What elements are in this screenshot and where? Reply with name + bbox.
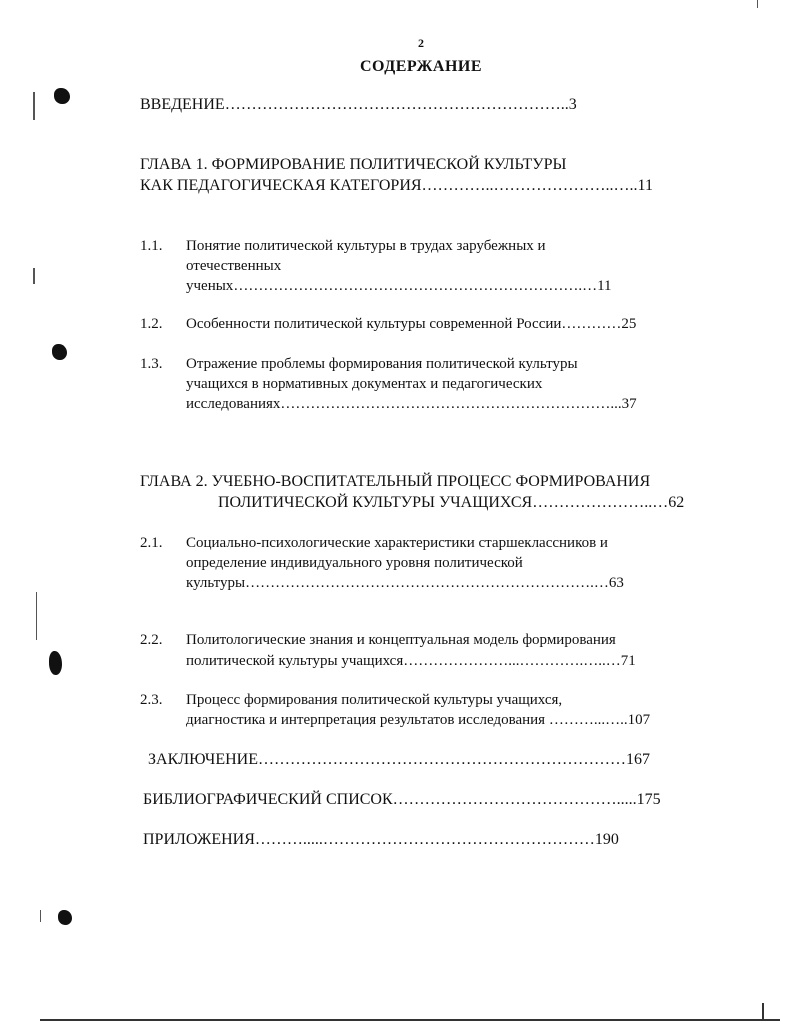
toc-section-number: 1.3.: [140, 356, 163, 372]
toc-page: 175: [636, 791, 661, 808]
scan-blot: [52, 344, 67, 360]
toc-section-line: отечественных: [186, 258, 282, 274]
scan-blot: [49, 651, 62, 675]
toc-leader: …………………...………….…..…: [403, 653, 621, 669]
toc-section-line: Политологические знания и концептуальная модель формирования: [186, 632, 616, 648]
toc-page: 107: [627, 712, 651, 728]
toc-leader: …………: [561, 316, 622, 332]
toc-conclusion: [148, 750, 650, 770]
toc-label: ВВЕДЕНИЕ: [140, 96, 225, 113]
toc-section-line: Отражение проблемы формирования политической культуры: [186, 356, 578, 372]
toc-section-line: [186, 394, 637, 414]
toc-label: КАК ПЕДАГОГИЧЕСКАЯ КАТЕГОРИЯ: [140, 177, 422, 194]
scan-blot: [58, 910, 72, 925]
toc-section-number: 2.1.: [140, 535, 163, 551]
toc-section-line: [186, 573, 624, 593]
toc-section-number: 2.3.: [140, 692, 163, 708]
toc-page: 71: [620, 653, 636, 669]
toc-leader: …………..…………………..…..: [421, 177, 638, 194]
scan-margin-line: [40, 910, 41, 922]
scan-bottom-edge: [40, 1019, 780, 1021]
toc-section-line: определение индивидуального уровня политической: [186, 555, 523, 571]
toc-label: ученых: [186, 278, 234, 294]
toc-page: 37: [621, 396, 637, 412]
toc-chapter1-line2: [140, 176, 653, 196]
toc-appendices: [143, 830, 619, 850]
toc-section-number: 1.2.: [140, 316, 163, 332]
toc-page: 11: [637, 177, 653, 194]
toc-leader: …………………………………………………………….…: [245, 575, 609, 591]
scan-right-edge: [762, 1003, 764, 1021]
toc-section-line: [186, 710, 650, 730]
toc-label: ЗАКЛЮЧЕНИЕ: [148, 751, 258, 768]
toc-section-line: Понятие политической культуры в трудах зарубежных и: [186, 238, 546, 254]
toc-page: 62: [668, 494, 685, 511]
scan-margin-line: [33, 92, 35, 120]
toc-label: культуры: [186, 575, 246, 591]
scan-margin-line: [33, 268, 35, 284]
toc-section-line: Социально-психологические характеристики старшеклассников и: [186, 535, 608, 551]
toc-chapter2-line2: [218, 493, 684, 513]
toc-label: БИБЛИОГРАФИЧЕСКИЙ СПИСОК: [143, 791, 393, 808]
toc-section-number: 2.2.: [140, 632, 163, 648]
toc-page: 3: [568, 96, 577, 113]
toc-page: 190: [594, 831, 619, 848]
toc-section-number: 1.1.: [140, 238, 163, 254]
scan-top-mark: [757, 0, 758, 8]
toc-section-line: учащихся в нормативных документах и педагогических: [186, 376, 543, 392]
toc-label: исследованиях: [186, 396, 281, 412]
toc-section-line: [186, 651, 636, 671]
toc-page: 63: [608, 575, 624, 591]
toc-leader: …………………………………….....: [392, 791, 637, 808]
toc-leader: ……….....……………………………………………: [254, 831, 595, 848]
toc-bibliography: [143, 790, 661, 810]
toc-leader: …………………………………………………………….…: [233, 278, 598, 294]
page-title: СОДЕРЖАНИЕ: [360, 58, 483, 75]
toc-section-line: Процесс формирования политической культуры учащихся,: [186, 692, 563, 708]
page-number: 2: [418, 36, 424, 50]
toc-leader: …………………………………………………………...: [280, 396, 622, 412]
toc-label: диагностика и интерпретация результатов исследования: [186, 712, 546, 728]
toc-leader: …………………..…: [532, 494, 669, 511]
toc-chapter1-line1: ГЛАВА 1. ФОРМИРОВАНИЕ ПОЛИТИЧЕСКОЙ КУЛЬТУРЫ: [140, 156, 567, 173]
toc-label: ПРИЛОЖЕНИЯ: [143, 831, 255, 848]
toc-section-line: [186, 276, 612, 296]
toc-chapter2-line1: ГЛАВА 2. УЧЕБНО-ВОСПИТАТЕЛЬНЫЙ ПРОЦЕСС ФОРМИРОВАНИЯ: [140, 473, 651, 490]
scan-margin-line: [36, 592, 37, 640]
toc-page: 25: [621, 316, 637, 332]
toc-label: Особенности политической культуры современной России: [186, 316, 562, 332]
toc-section-line: [186, 314, 636, 334]
toc-label: ПОЛИТИЧЕСКОЙ КУЛЬТУРЫ УЧАЩИХСЯ: [218, 494, 533, 511]
toc-leader: ……………………………………………………………: [257, 751, 626, 768]
toc-leader: ………………………………………………………..: [224, 96, 569, 113]
scan-blot: [54, 88, 70, 104]
toc-label: политической культуры учащихся: [186, 653, 404, 669]
toc-page: 167: [625, 751, 650, 768]
toc-introduction: [140, 95, 577, 115]
toc-leader: ………...…..: [545, 712, 628, 728]
toc-page: 11: [597, 278, 612, 294]
